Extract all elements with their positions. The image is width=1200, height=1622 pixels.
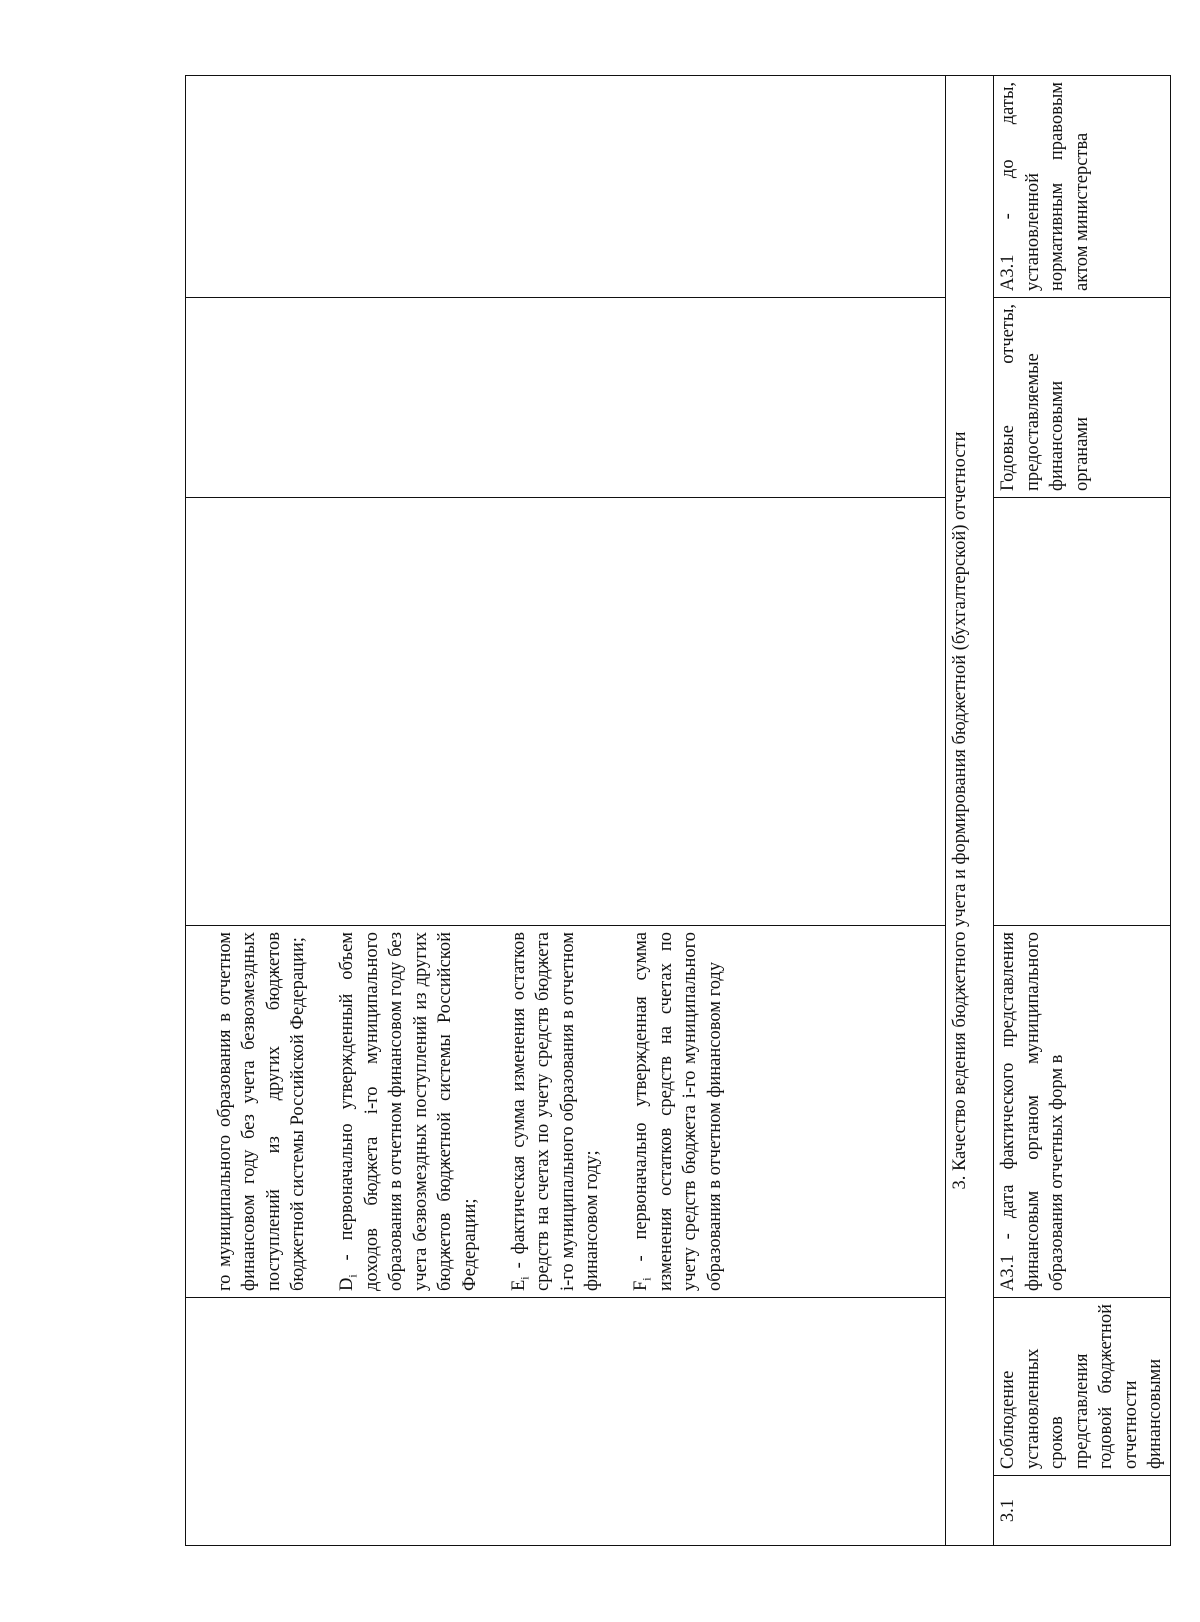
- rotated-page: [185, 76, 1165, 1546]
- variable-f-sub: i: [639, 1277, 654, 1281]
- variable-d: D: [337, 1277, 357, 1291]
- indicators-table: [185, 75, 1171, 1546]
- empty-cell-4: [186, 498, 946, 926]
- indicator-source: Годовые отчеты, предоставляемые финансовыми органами: [994, 298, 1171, 498]
- formula-line-e: - фактическая сумма изменения остатков средств на счетах по учету средств бюджета i-го муниципального образования в отчетном финансовом году;: [508, 932, 602, 1291]
- variable-e-sub: i: [517, 1276, 532, 1280]
- empty-number-name-cell: [186, 1298, 946, 1546]
- formula-cell: [186, 926, 946, 1298]
- variable-e: E: [508, 1279, 529, 1291]
- section-heading-row: [946, 76, 994, 1546]
- variable-d-sub: i: [345, 1274, 360, 1278]
- table-row-3-1: [994, 76, 1171, 1546]
- indicator-formula: А3.1 - дата фактического представления финансовым органом муниципального образования отчетных форм в: [994, 926, 1171, 1298]
- formula-line-f: - первоначально утвержденная сумма изменения остатков средств на счетах по учету средств бюджета i-го муниципального образования в отчетном финансовом году: [631, 932, 725, 1291]
- empty-cell-5: [186, 298, 946, 498]
- table-row-continuation: [186, 76, 946, 1546]
- variable-f: F: [631, 1280, 651, 1291]
- indicator-criteria: А3.1 - до даты, установленной нормативным правовым актом министерства: [994, 76, 1171, 298]
- row-number: 3.1: [994, 1476, 1171, 1546]
- section-heading: 3. Качество ведения бюджетного учета и формирования бюджетной (бухгалтерской) отчетности: [946, 76, 994, 1546]
- empty-cell-6: [186, 76, 946, 298]
- formula-line-1: го муниципального образования в отчетном финансовом году без учета безвозмездных поступлений из других бюджетов бюджетной системы Российской Федерации;: [214, 932, 308, 1291]
- indicator-name: Соблюдение установленных сроков представления годовой бюджетной отчетности финансовыми: [994, 1298, 1171, 1476]
- empty-cell: [994, 498, 1171, 926]
- formula-line-d: - первоначально утвержденный объем доходов бюджета i-го муниципального образования в отчетном финансовом году без учета безвозмездных поступлений из других бюджетов бюджетной системы Российской Федерации;: [337, 932, 480, 1291]
